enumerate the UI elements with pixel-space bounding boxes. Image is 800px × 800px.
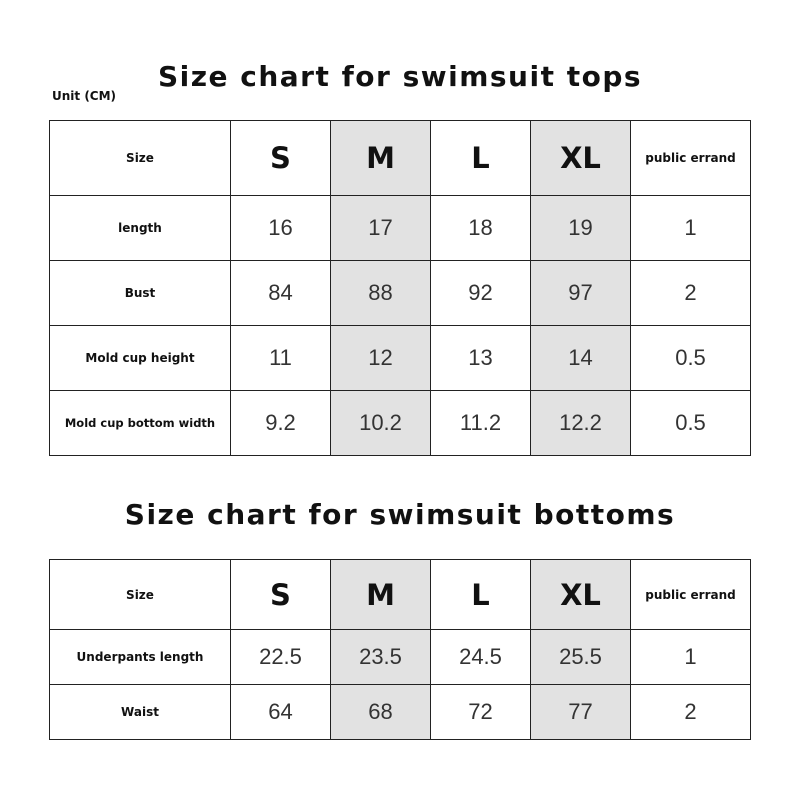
cell-value-l: 24.5: [431, 630, 531, 685]
cell-value-s: 16: [231, 196, 331, 261]
cell-value-xl: 77: [531, 685, 631, 740]
tops-header-row: [50, 121, 751, 196]
row-label: Mold cup height: [50, 326, 231, 391]
row-label: length: [50, 196, 231, 261]
cell-value-s: 84: [231, 261, 331, 326]
tops-header-s: S: [231, 121, 331, 196]
cell-value-s: 64: [231, 685, 331, 740]
tops-size-table: [49, 120, 751, 456]
cell-value-errand: 2: [631, 685, 751, 740]
row-label: Mold cup bottom width: [50, 391, 231, 456]
bottoms-chart-title: Size chart for swimsuit bottoms: [124, 498, 676, 531]
cell-value-s: 9.2: [231, 391, 331, 456]
row-label: Bust: [50, 261, 231, 326]
bottoms-header-public-errand: public errand: [631, 560, 751, 630]
cell-value-errand: 1: [631, 630, 751, 685]
cell-value-l: 18: [431, 196, 531, 261]
cell-value-xl: 14: [531, 326, 631, 391]
cell-value-l: 72: [431, 685, 531, 740]
cell-value-m: 23.5: [331, 630, 431, 685]
tops-chart-title: Size chart for swimsuit tops: [157, 60, 643, 93]
cell-value-errand: 1: [631, 196, 751, 261]
bottoms-header-size-label: Size: [50, 560, 231, 630]
tops-header-size-label: Size: [50, 121, 231, 196]
table-row: [50, 391, 751, 456]
table-row: [50, 685, 751, 740]
cell-value-xl: 25.5: [531, 630, 631, 685]
cell-value-s: 22.5: [231, 630, 331, 685]
tops-header-m: M: [331, 121, 431, 196]
cell-value-xl: 19: [531, 196, 631, 261]
cell-value-errand: 0.5: [631, 391, 751, 456]
tops-header-xl: XL: [531, 121, 631, 196]
bottoms-header-xl: XL: [531, 560, 631, 630]
unit-label: Unit (CM): [52, 89, 117, 103]
cell-value-l: 92: [431, 261, 531, 326]
tops-header-l: L: [431, 121, 531, 196]
bottoms-header-l: L: [431, 560, 531, 630]
cell-value-s: 11: [231, 326, 331, 391]
cell-value-l: 13: [431, 326, 531, 391]
bottoms-header-row: [50, 560, 751, 630]
bottoms-header-m: M: [331, 560, 431, 630]
table-row: [50, 261, 751, 326]
bottoms-header-s: S: [231, 560, 331, 630]
cell-value-l: 11.2: [431, 391, 531, 456]
cell-value-xl: 97: [531, 261, 631, 326]
cell-value-xl: 12.2: [531, 391, 631, 456]
cell-value-m: 10.2: [331, 391, 431, 456]
cell-value-m: 68: [331, 685, 431, 740]
cell-value-m: 88: [331, 261, 431, 326]
table-row: [50, 326, 751, 391]
cell-value-m: 17: [331, 196, 431, 261]
cell-value-errand: 2: [631, 261, 751, 326]
table-row: [50, 196, 751, 261]
cell-value-errand: 0.5: [631, 326, 751, 391]
table-row: [50, 630, 751, 685]
bottoms-size-table: [49, 559, 751, 740]
tops-header-public-errand: public errand: [631, 121, 751, 196]
row-label: Underpants length: [50, 630, 231, 685]
cell-value-m: 12: [331, 326, 431, 391]
row-label: Waist: [50, 685, 231, 740]
